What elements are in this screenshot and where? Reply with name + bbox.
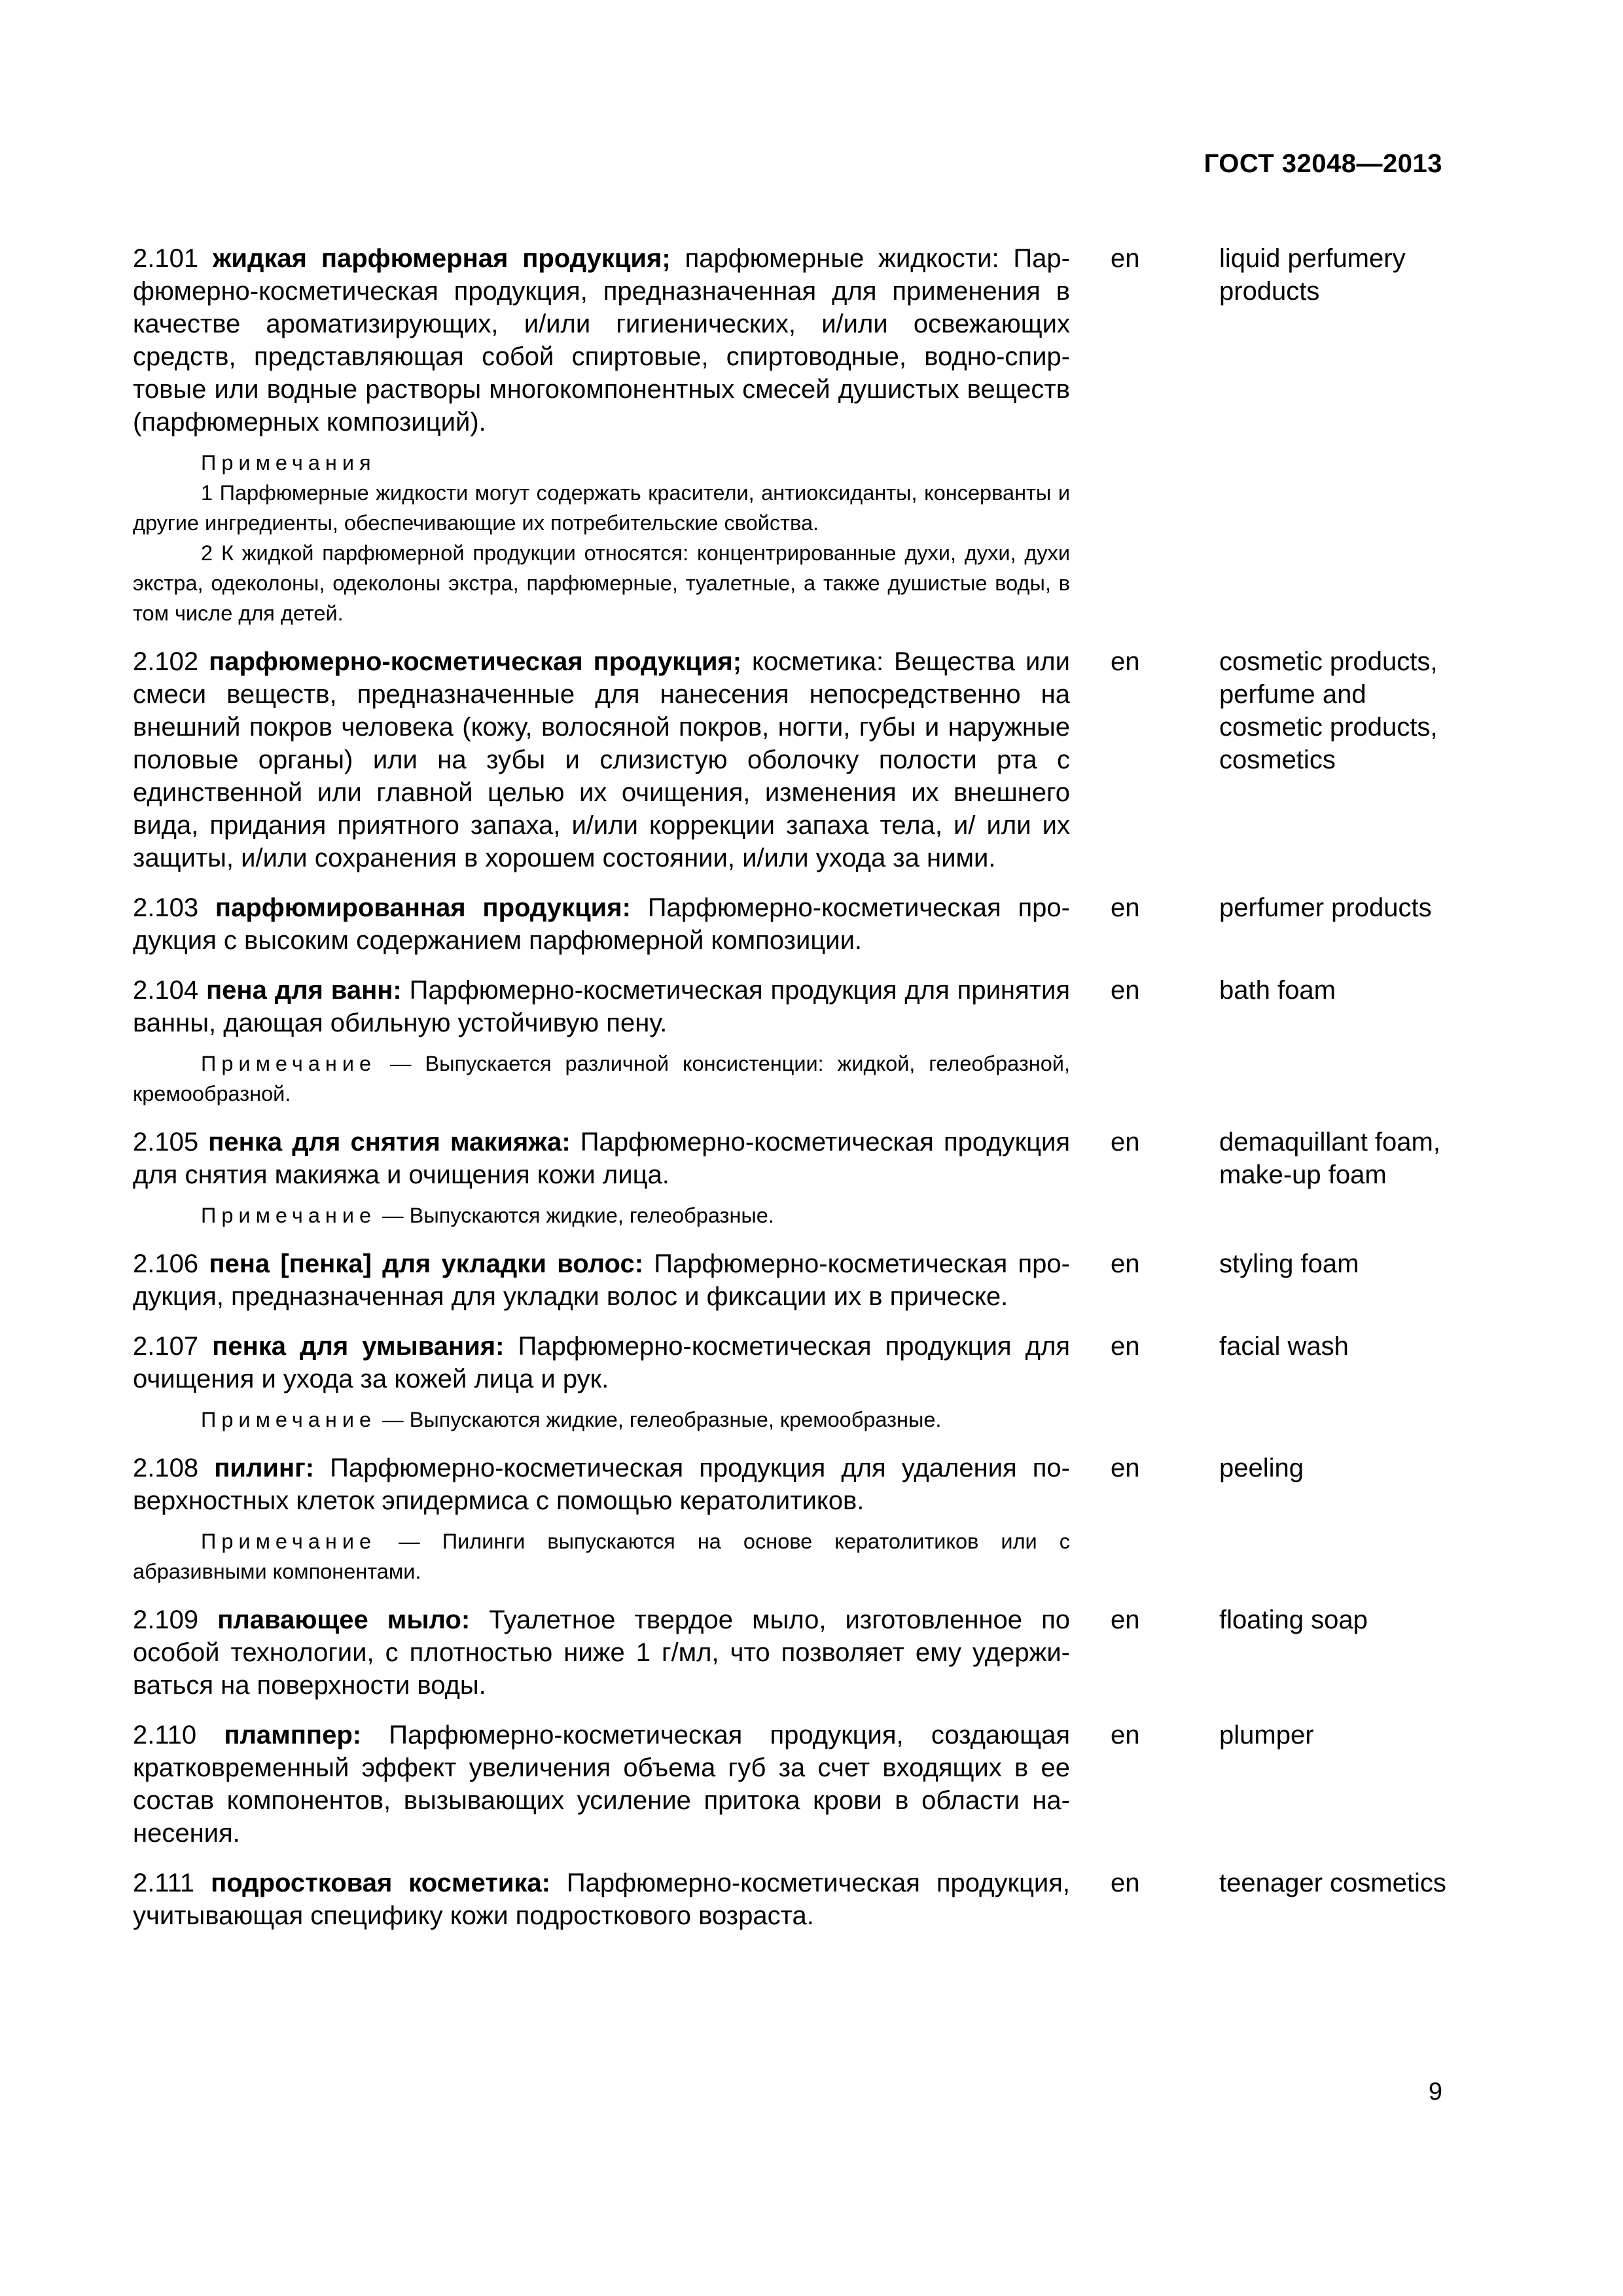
note-block: [133, 1049, 1070, 1109]
term-title: пилинг:: [214, 1454, 315, 1482]
term-entry-2-102: [133, 645, 1455, 874]
english-term: cosmetic products, perfume and cosmetic products, cosmetics: [1219, 647, 1438, 774]
entry-number: 2.111: [133, 1869, 195, 1897]
term-entry-2-101: [133, 242, 1455, 628]
term-title: пенка для снятия макияжа:: [208, 1128, 571, 1157]
language-code: en: [1111, 1869, 1140, 1897]
term-entry-2-111: [133, 1867, 1455, 1932]
entry-number: 2.109: [133, 1605, 199, 1634]
entry-number: 2.106: [133, 1249, 199, 1278]
note-text: — Выпускаются жидкие, гелеобразные, кремообразные.: [376, 1408, 942, 1431]
language-code: en: [1111, 1454, 1140, 1482]
entry-number: 2.104: [133, 976, 199, 1005]
term-title: жидкая парфюмерная продукция;: [213, 244, 671, 273]
note-heading: Примечание: [201, 1052, 377, 1075]
note-block: [133, 1526, 1070, 1587]
english-term: liquid perfumery products: [1219, 244, 1406, 306]
term-title: пламппер:: [224, 1721, 362, 1749]
note-text: — Выпускается различной консистенции: жидкой, гелеобразной, кремообразной.: [133, 1052, 1070, 1105]
term-entry-2-107: [133, 1330, 1455, 1435]
definition-text: Парфюмерно-косметическая продукция с высоким содержанием парфюмерной композиции.: [133, 893, 1070, 955]
language-code: en: [1111, 647, 1140, 676]
term-entry-2-104: [133, 974, 1455, 1109]
term-title: подростковая косметика:: [211, 1869, 550, 1897]
note-text: — Выпускаются жидкие, гелеобразные.: [376, 1204, 774, 1227]
definition-text: Парфюмерно-косметическая продукция, создающая кратковременный эффект увеличения объема губ за счет входящих в ее состав компонентов, вызывающих усиление притока крови в области нанесения.: [133, 1721, 1070, 1848]
entry-number: 2.102: [133, 647, 199, 676]
page-number: 9: [1428, 2078, 1442, 2106]
document-code: ГОСТ 32048—2013: [1204, 149, 1442, 178]
english-term: styling foam: [1219, 1249, 1359, 1278]
language-code: en: [1111, 244, 1140, 273]
english-term: floating soap: [1219, 1605, 1368, 1634]
entry-number: 2.110: [133, 1721, 197, 1749]
notes-heading: Примечания: [201, 451, 376, 475]
english-term: teenager cosmetics: [1219, 1869, 1446, 1897]
language-code: en: [1111, 1605, 1140, 1634]
term-entry-2-109: [133, 1604, 1455, 1702]
term-title: пена [пенка] для укладки волос:: [209, 1249, 644, 1278]
term-entry-2-103: [133, 891, 1455, 957]
definition-block: [133, 645, 1070, 874]
term-title: парфюмированная продукция:: [215, 893, 631, 922]
english-term: bath foam: [1219, 976, 1336, 1005]
note-heading: Примечание: [201, 1408, 377, 1431]
definition-text: Парфюмерно-косметическая продукция для удаления поверхностных клеток эпидермиса с помощью кератолитиков.: [133, 1454, 1070, 1515]
definition-block: [133, 1604, 1070, 1702]
note-item: 1 Парфюмерные жидкости могут содержать красители, антиоксиданты, консерванты и другие ингредиенты, обеспечивающие их потребительские свойства.: [133, 481, 1070, 535]
definition-block: [133, 891, 1070, 957]
note-block: [133, 1200, 1070, 1230]
english-term: peeling: [1219, 1454, 1304, 1482]
definition-text: Парфюмерно-косметическая продукция для очищения и ухода за кожей лица и рук.: [133, 1332, 1070, 1393]
note-item: 2 К жидкой парфюмерной продукции относятся: концентрированные духи, духи, духи экстра, одеколоны, одеколоны экстра, парфюмерные, туалетные, а также душистые воды, в том числе для детей.: [133, 541, 1070, 625]
note-heading: Примечание: [201, 1204, 377, 1227]
definition-block: [133, 1330, 1070, 1435]
language-code: en: [1111, 1721, 1140, 1749]
entry-number: 2.107: [133, 1332, 199, 1361]
language-code: en: [1111, 1332, 1140, 1361]
definition-block: [133, 1126, 1070, 1230]
definition-block: [133, 1867, 1070, 1932]
notes-block: [133, 448, 1070, 628]
term-entry-2-110: [133, 1719, 1455, 1850]
english-term: facial wash: [1219, 1332, 1349, 1361]
definition-text: парфюмерные жидкости: Парфюмерно-косметическая продукция, предназначенная для применения в качестве ароматизирующих, и/или гигиенических, и/или освежающих средств, представляющая собой спиртовые, спиртоводные, водно-спиртовые или водные растворы многокомпонентных смесей душистых веществ (парфюмерных композиций).: [133, 244, 1070, 437]
language-code: en: [1111, 1249, 1140, 1278]
english-term: perfumer products: [1219, 893, 1432, 922]
note-text: — Пилинги выпускаются на основе кератолитиков или с абразивными компонентами.: [133, 1530, 1070, 1583]
note-block: [133, 1405, 1070, 1435]
language-code: en: [1111, 1128, 1140, 1157]
term-title: парфюмерно-косметическая продукция;: [209, 647, 742, 676]
term-title: плавающее мыло:: [217, 1605, 471, 1634]
terms-list: [133, 242, 1455, 1949]
term-entry-2-108: [133, 1452, 1455, 1587]
definition-block: [133, 1719, 1070, 1850]
language-code: en: [1111, 976, 1140, 1005]
definition-block: [133, 242, 1070, 628]
definition-text: Парфюмерно-косметическая продукция, предназначенная для укладки волос и фиксации их в прическе.: [133, 1249, 1070, 1311]
entry-number: 2.105: [133, 1128, 199, 1157]
term-title: пена для ванн:: [206, 976, 402, 1005]
definition-block: [133, 974, 1070, 1109]
entry-number: 2.103: [133, 893, 199, 922]
term-title: пенка для умывания:: [212, 1332, 505, 1361]
definition-text: Парфюмерно-косметическая продукция, учитывающая специфику кожи подросткового возраста.: [133, 1869, 1070, 1930]
definition-text: косметика: Вещества или смеси веществ, предназначенные для нанесения непосредственно на внешний покров человека (кожу, волосяной покров, ногти, губы и наружные половые органы) или на зубы и слизистую оболочку полости рта с единственной или главной целью их очищения, изменения их внешнего вида, придания приятного запаха, и/или коррекции запаха тела, и/ или их защиты, и/или сохранения в хорошем состоянии, и/или ухода за ними.: [133, 647, 1070, 872]
definition-block: [133, 1452, 1070, 1587]
term-entry-2-105: [133, 1126, 1455, 1230]
language-code: en: [1111, 893, 1140, 922]
definition-text: Парфюмерно-косметическая продукция для снятия макияжа и очищения кожи лица.: [133, 1128, 1070, 1189]
entry-number: 2.108: [133, 1454, 199, 1482]
term-entry-2-106: [133, 1247, 1455, 1313]
definition-text: Парфюмерно-косметическая продукция для принятия ванны, дающая обильную устойчивую пену.: [133, 976, 1070, 1037]
english-term: demaquillant foam, make-up foam: [1219, 1128, 1440, 1189]
entry-number: 2.101: [133, 244, 199, 273]
definition-text: Туалетное твердое мыло, изготовленное по особой технологии, с плотностью ниже 1 г/мл, что позволяет ему удерживаться на поверхности воды.: [133, 1605, 1070, 1700]
note-heading: Примечание: [201, 1530, 377, 1553]
definition-block: [133, 1247, 1070, 1313]
english-term: plumper: [1219, 1721, 1314, 1749]
